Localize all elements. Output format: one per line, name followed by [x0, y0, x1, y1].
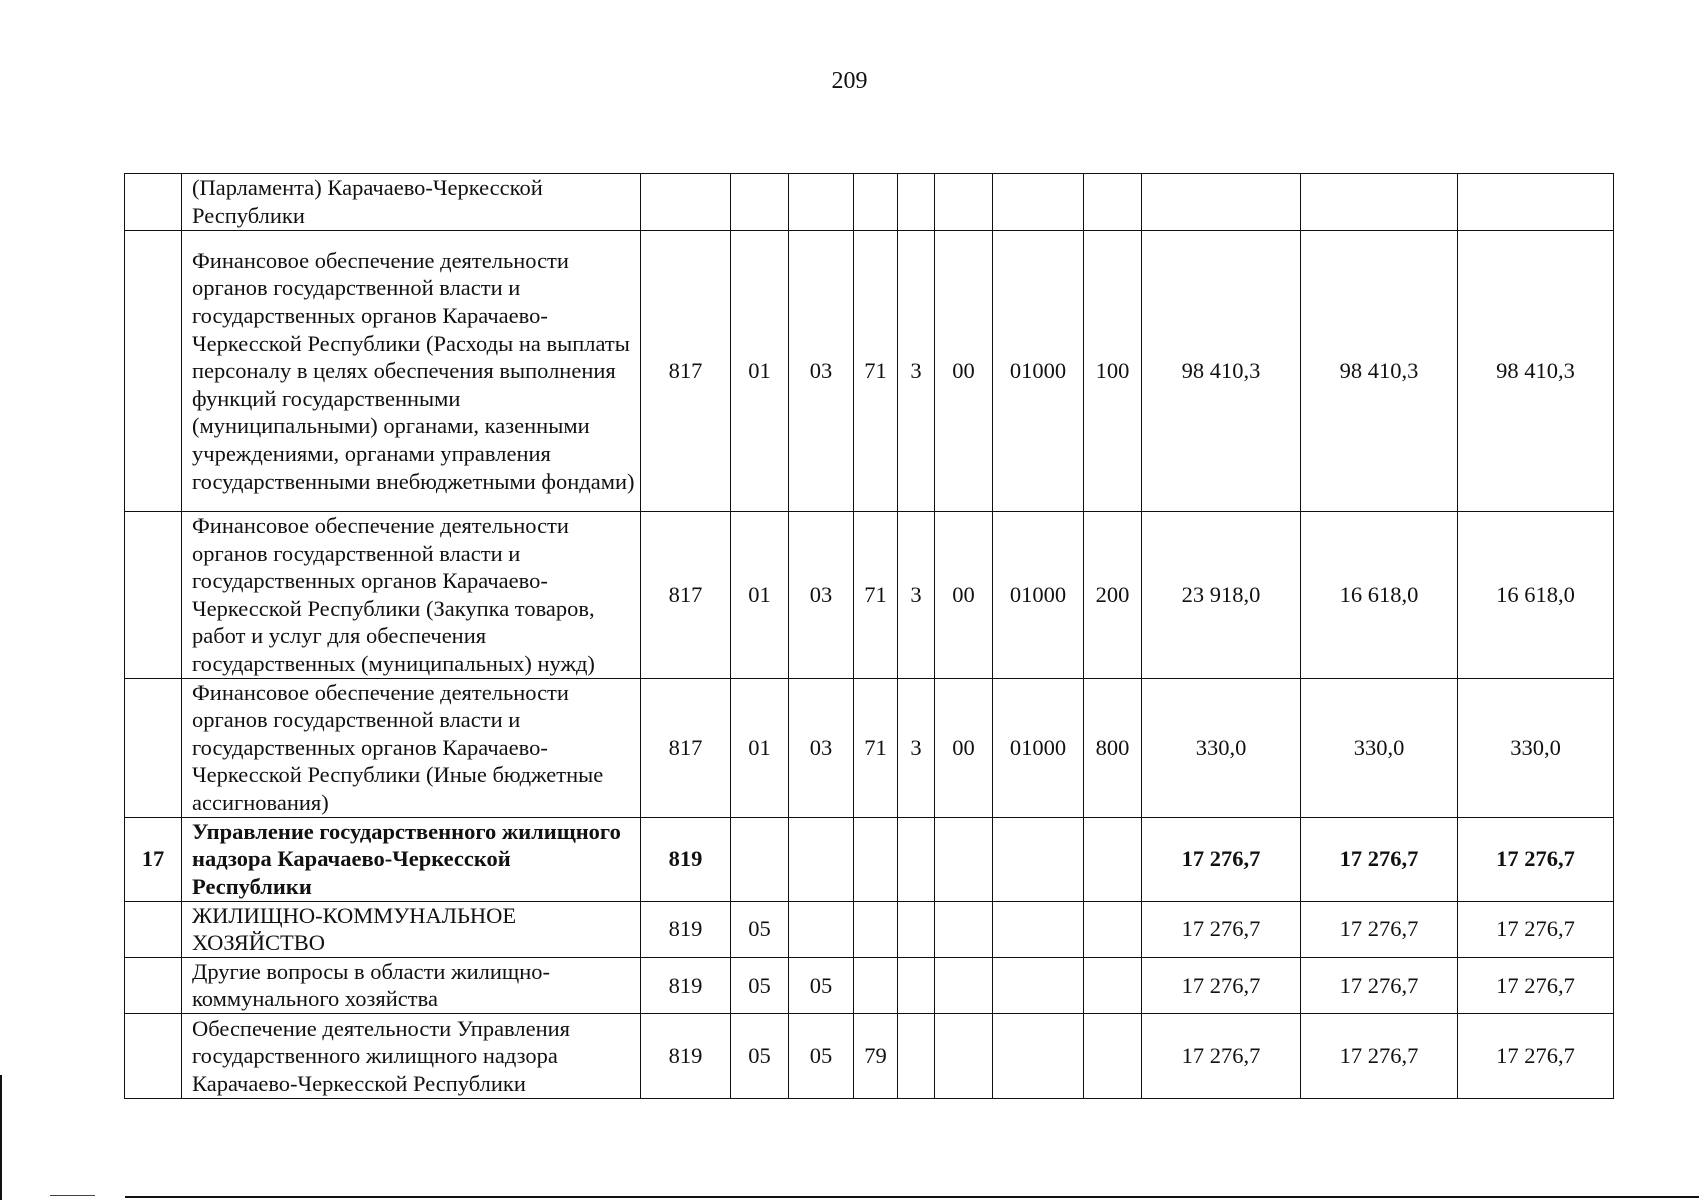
event-code: [935, 174, 993, 231]
subsection-code: [789, 174, 854, 231]
event-code: [935, 901, 993, 957]
subprogram-code: [898, 901, 935, 957]
event-code: [935, 817, 993, 901]
section-code: 01: [731, 512, 789, 679]
subprogram-code: [898, 817, 935, 901]
section-code: 01: [731, 678, 789, 817]
section-code: 05: [731, 901, 789, 957]
amount-year-3: 17 276,7: [1458, 901, 1614, 957]
row-number: [125, 1013, 182, 1098]
event-code: 00: [935, 678, 993, 817]
direction-code: [993, 174, 1084, 231]
amount-year-1: [1142, 174, 1301, 231]
program-code: [854, 817, 898, 901]
ministry-code: 819: [641, 957, 731, 1013]
row-number: [125, 512, 182, 679]
direction-code: 01000: [993, 678, 1084, 817]
left-margin-line: [0, 1075, 2, 1200]
subsection-code: 03: [789, 678, 854, 817]
subsection-code: 05: [789, 957, 854, 1013]
subsection-code: [789, 817, 854, 901]
section-code: 05: [731, 957, 789, 1013]
row-name: Финансовое обеспечение деятельности органов государственной власти и государственных органов Карачаево-Черкесской Республики (Закупка товаров, работ и услуг для обеспечения государственных (муниципальных) нужд): [182, 512, 641, 679]
amount-year-1: 17 276,7: [1142, 901, 1301, 957]
amount-year-1: 17 276,7: [1142, 1013, 1301, 1098]
amount-year-3: 98 410,3: [1458, 231, 1614, 512]
row-number: 17: [125, 817, 182, 901]
row-name: Другие вопросы в области жилищно-коммунального хозяйства: [182, 957, 641, 1013]
program-code: [854, 957, 898, 1013]
subprogram-code: 3: [898, 231, 935, 512]
amount-year-2: 17 276,7: [1301, 901, 1458, 957]
amount-year-3: [1458, 174, 1614, 231]
subsection-code: [789, 901, 854, 957]
table-row: [125, 957, 1614, 1013]
table-row: [125, 1013, 1614, 1098]
row-name: Обеспечение деятельности Управления государственного жилищного надзора Карачаево-Черкесской Республики: [182, 1013, 641, 1098]
row-name: Финансовое обеспечение деятельности органов государственной власти и государственных органов Карачаево-Черкесской Республики (Иные бюджетные ассигнования): [182, 678, 641, 817]
amount-year-3: 17 276,7: [1458, 957, 1614, 1013]
amount-year-2: 330,0: [1301, 678, 1458, 817]
expense-type-code: 200: [1084, 512, 1142, 679]
row-name: Финансовое обеспечение деятельности органов государственной власти и государственных органов Карачаево-Черкесской Республики (Расходы на выплаты персоналу в целях обеспечения выполнения функций государственными (муниципальными) органами, казенными учреждениями, органами управления государственными внебюджетными фондами): [182, 231, 641, 512]
direction-code: 01000: [993, 231, 1084, 512]
subprogram-code: [898, 957, 935, 1013]
subprogram-code: 3: [898, 678, 935, 817]
program-code: 71: [854, 678, 898, 817]
program-code: 79: [854, 1013, 898, 1098]
direction-code: 01000: [993, 512, 1084, 679]
row-name: ЖИЛИЩНО-КОММУНАЛЬНОЕ ХОЗЯЙСТВО: [182, 901, 641, 957]
page-number: 209: [831, 68, 868, 94]
direction-code: [993, 957, 1084, 1013]
expense-type-code: [1084, 1013, 1142, 1098]
amount-year-1: 330,0: [1142, 678, 1301, 817]
subprogram-code: [898, 1013, 935, 1098]
event-code: [935, 957, 993, 1013]
amount-year-3: 17 276,7: [1458, 1013, 1614, 1098]
section-code: 05: [731, 1013, 789, 1098]
amount-year-2: 16 618,0: [1301, 512, 1458, 679]
program-code: 71: [854, 512, 898, 679]
subsection-code: 05: [789, 1013, 854, 1098]
ministry-code: 817: [641, 231, 731, 512]
amount-year-3: 330,0: [1458, 678, 1614, 817]
amount-year-3: 17 276,7: [1458, 817, 1614, 901]
amount-year-2: 17 276,7: [1301, 1013, 1458, 1098]
table-row: [125, 901, 1614, 957]
section-code: 01: [731, 231, 789, 512]
subsection-code: 03: [789, 512, 854, 679]
table-row: [125, 231, 1614, 512]
row-number: [125, 678, 182, 817]
expense-type-code: [1084, 174, 1142, 231]
row-name: (Парламента) Карачаево-Черкесской Республики: [182, 174, 641, 231]
amount-year-1: 17 276,7: [1142, 957, 1301, 1013]
ministry-code: 819: [641, 901, 731, 957]
section-code: [731, 817, 789, 901]
row-number: [125, 174, 182, 231]
amount-year-2: [1301, 174, 1458, 231]
subsection-code: 03: [789, 231, 854, 512]
amount-year-1: 17 276,7: [1142, 817, 1301, 901]
row-number: [125, 957, 182, 1013]
ministry-code: [641, 174, 731, 231]
amount-year-1: 98 410,3: [1142, 231, 1301, 512]
program-code: [854, 901, 898, 957]
amount-year-1: 23 918,0: [1142, 512, 1301, 679]
table-row: [125, 174, 1614, 231]
amount-year-2: 17 276,7: [1301, 817, 1458, 901]
amount-year-2: 17 276,7: [1301, 957, 1458, 1013]
subprogram-code: 3: [898, 512, 935, 679]
ministry-code: 819: [641, 1013, 731, 1098]
expense-type-code: [1084, 957, 1142, 1013]
program-code: [854, 174, 898, 231]
direction-code: [993, 1013, 1084, 1098]
direction-code: [993, 817, 1084, 901]
amount-year-2: 98 410,3: [1301, 231, 1458, 512]
expense-type-code: [1084, 901, 1142, 957]
table-row: [125, 512, 1614, 679]
expense-type-code: [1084, 817, 1142, 901]
event-code: 00: [935, 512, 993, 679]
bottom-rule: [125, 1196, 1699, 1198]
event-code: 00: [935, 231, 993, 512]
event-code: [935, 1013, 993, 1098]
row-number: [125, 901, 182, 957]
ministry-code: 819: [641, 817, 731, 901]
expense-type-code: 100: [1084, 231, 1142, 512]
table-row: [125, 678, 1614, 817]
table-row: [125, 817, 1614, 901]
ministry-code: 817: [641, 512, 731, 679]
subprogram-code: [898, 174, 935, 231]
row-name: Управление государственного жилищного надзора Карачаево-Черкесской Республики: [182, 817, 641, 901]
direction-code: [993, 901, 1084, 957]
ministry-code: 817: [641, 678, 731, 817]
amount-year-3: 16 618,0: [1458, 512, 1614, 679]
bottom-dash-mark: [50, 1195, 95, 1196]
row-number: [125, 231, 182, 512]
expense-type-code: 800: [1084, 678, 1142, 817]
budget-table: [124, 173, 1614, 1099]
program-code: 71: [854, 231, 898, 512]
section-code: [731, 174, 789, 231]
